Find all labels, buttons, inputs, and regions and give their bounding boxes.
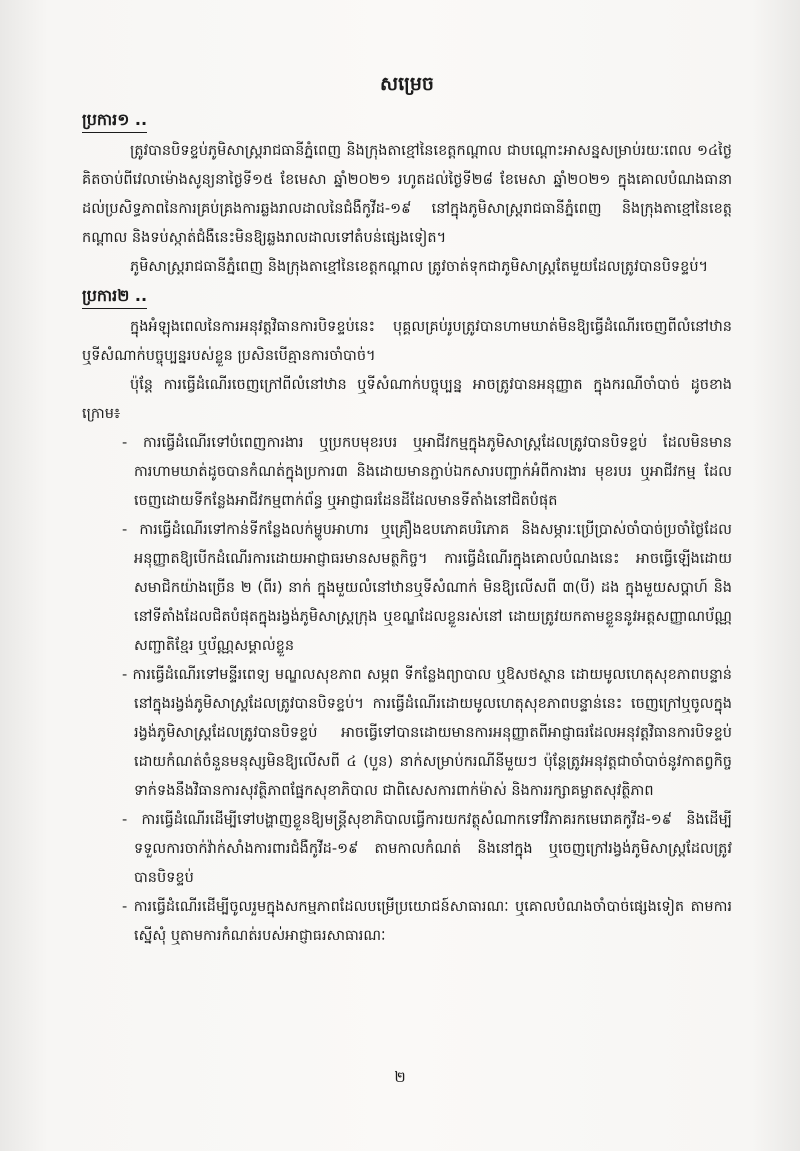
article-1-paragraph-2: ភូមិសាស្ត្ររាជធានីភ្នំពេញ និងក្រុងតាខ្មៅនៃខេត្តកណ្តាល ត្រូវចាត់ទុកជាភូមិសាស្ត្រតែមួយដែលត្រូវបានបិទខ្ទប់។ bbox=[130, 259, 709, 275]
article-2 bbox=[82, 282, 732, 951]
article-2-exceptions-list bbox=[82, 429, 732, 951]
article-1-heading: ប្រការ១ .. bbox=[82, 108, 147, 133]
exception-item-food-supplies: - ការធ្វើដំណើរទៅកាន់ទីកន្លែងលក់ម្ហូបអាហារ ឬគ្រឿងឧបភោគបរិភោគ និងសម្ភារៈប្រើប្រាស់ចាំបាច់ប្រចាំថ្ងៃដែលអនុញ្ញាតឱ្យបើកដំណើរការដោយអាជ្ញាធរមានសមត្ថកិច្ច។ ការធ្វើដំណើរក្នុងគោលបំណងនេះ អាចធ្វើឡើងដោយសមាជិកយ៉ាងច្រើន ២ (ពីរ) នាក់ ក្នុងមួយលំនៅឋានឬទីសំណាក់ មិនឱ្យលើសពី ៣(បី) ដង ក្នុងមួយសប្តាហ៍ និងនៅទីតាំងដែលជិតបំផុតក្នុងរង្វង់ភូមិសាស្ត្រក្រុង ឬខណ្ឌដែលខ្លួនរស់នៅ ដោយត្រូវយកតាមខ្លួននូវអត្តសញ្ញាណប័ណ្ណសញ្ជាតិខ្មែរ ឬប័ណ្ណសម្គាល់ខ្លួន bbox=[122, 522, 732, 654]
article-2-heading: ប្រការ២ .. bbox=[82, 284, 147, 309]
exception-item-health-emergency: - ការធ្វើដំណើរទៅមន្ទីរពេទ្យ មណ្ឌលសុខភាព សម្ភព ទីកន្លែងព្យាបាល ឬឱសថស្ថាន ដោយមូលហេតុសុខភាពបន្ទាន់ នៅក្នុងរង្វង់ភូមិសាស្ត្រដែលត្រូវបានបិទខ្ទប់។ ការធ្វើដំណើរដោយមូលហេតុសុខភាពបន្ទាន់នេះ ចេញក្រៅឬចូលក្នុងរង្វង់ភូមិសាស្ត្រដែលត្រូវបានបិទខ្ទប់ អាចធ្វើទៅបានដោយមានការអនុញ្ញាតពីអាជ្ញាធរដែលអនុវត្តវិធានការបិទខ្ទប់ ដោយកំណត់ចំនួនមនុស្សមិនឱ្យលើសពី ៤ (បួន) នាក់សម្រាប់ករណីនីមួយៗ ប៉ុន្តែត្រូវអនុវត្តជាចាំបាច់នូវកាតព្វកិច្ចទាក់ទងនឹងវិធានការសុវត្ថិភាពផ្នែកសុខាភិបាល ជាពិសេសការពាក់ម៉ាស់ និងការរក្សាគម្លាតសុវត្ថិភាព bbox=[122, 667, 732, 799]
article-1-paragraph-1: ត្រូវបានបិទខ្ទប់ភូមិសាស្ត្ររាជធានីភ្នំពេញ និងក្រុងតាខ្មៅនៃខេត្តកណ្តាល ជាបណ្តោះអាសន្នសម្រាប់រយៈពេល ១៤ថ្ងៃ គិតចាប់ពីវេលាម៉ោងសូន្យនាថ្ងៃទី១៥ ខែមេសា ឆ្នាំ២០២១ រហូតដល់ថ្ងៃទី២៨ ខែមេសា ឆ្នាំ២០២១ ក្នុងគោលបំណងធានាដល់ប្រសិទ្ធភាពនៃការគ្រប់គ្រងការឆ្លងរាលដាលនៃជំងឺកូវីដ-១៩ នៅក្នុងភូមិសាស្ត្ររាជធានីភ្នំពេញ និងក្រុងតាខ្មៅនៃខេត្តកណ្តាល និងទប់ស្កាត់ជំងឺនេះមិនឱ្យឆ្លងរាលដាលទៅតំបន់ផ្សេងទៀត។ bbox=[82, 143, 732, 246]
article-2-paragraph-1: ក្នុងអំឡុងពេលនៃការអនុវត្តវិធានការបិទខ្ទប់នេះ បុគ្គលគ្រប់រូបត្រូវបានហាមឃាត់មិនឱ្យធ្វើដំណើរចេញពីលំនៅឋាន ឬទីសំណាក់បច្ចុប្បន្នរបស់ខ្លួន ប្រសិនបើគ្មានការចាំបាច់។ bbox=[82, 319, 732, 364]
article-2-paragraph-2: ប៉ុន្តែ ការធ្វើដំណើរចេញក្រៅពីលំនៅឋាន ឬទីសំណាក់បច្ចុប្បន្ន អាចត្រូវបានអនុញ្ញាត ក្នុងករណីចាំបាច់ ដូចខាងក្រោម៖ bbox=[82, 377, 732, 422]
decision-title: សម្រេច bbox=[380, 73, 434, 95]
page-content bbox=[82, 70, 732, 1070]
exception-item-work: - ការធ្វើដំណើរទៅបំពេញការងារ ឬប្រកបមុខរបរ ឬអាជីវកម្មក្នុងភូមិសាស្ត្រដែលត្រូវបានបិទខ្ទប់ ដែលមិនមានការហាមឃាត់ដូចបានកំណត់ក្នុងប្រការ៣ និងដោយមានភ្ជាប់ឯកសារបញ្ជាក់អំពីការងារ មុខរបរ ឬអាជីវកម្ម ដែលចេញដោយទីកន្លែងអាជីវកម្មពាក់ព័ន្ធ ឬអាជ្ញាធរដែនដីដែលមានទីតាំងនៅជិតបំផុត bbox=[122, 435, 732, 509]
exception-item-public-service: - ការធ្វើដំណើរដើម្បីចូលរួមក្នុងសកម្មភាពដែលបម្រើប្រយោជន៍សាធារណៈ ឬគោលបំណងចាំបាច់ផ្សេងទៀត តាមការស្នើសុំ ឬតាមការកំណត់របស់អាជ្ញាធរសាធារណៈ bbox=[122, 899, 732, 944]
page-number: ២ bbox=[394, 1068, 406, 1086]
exception-item-testing-vaccination: - ការធ្វើដំណើរដើម្បីទៅបង្ហាញខ្លួនឱ្យមន្ត្រីសុខាភិបាលធ្វើការយកវត្ថុសំណាកទៅវិភាគរកមេរោគកូវីដ-១៩ និងដើម្បីទទួលការចាក់វ៉ាក់សាំងការពារជំងឺកូវីដ-១៩ តាមកាលកំណត់ និងនៅក្នុង ឬចេញក្រៅរង្វង់ភូមិសាស្ត្រដែលត្រូវបានបិទខ្ទប់ bbox=[122, 812, 732, 886]
article-1 bbox=[82, 106, 732, 282]
